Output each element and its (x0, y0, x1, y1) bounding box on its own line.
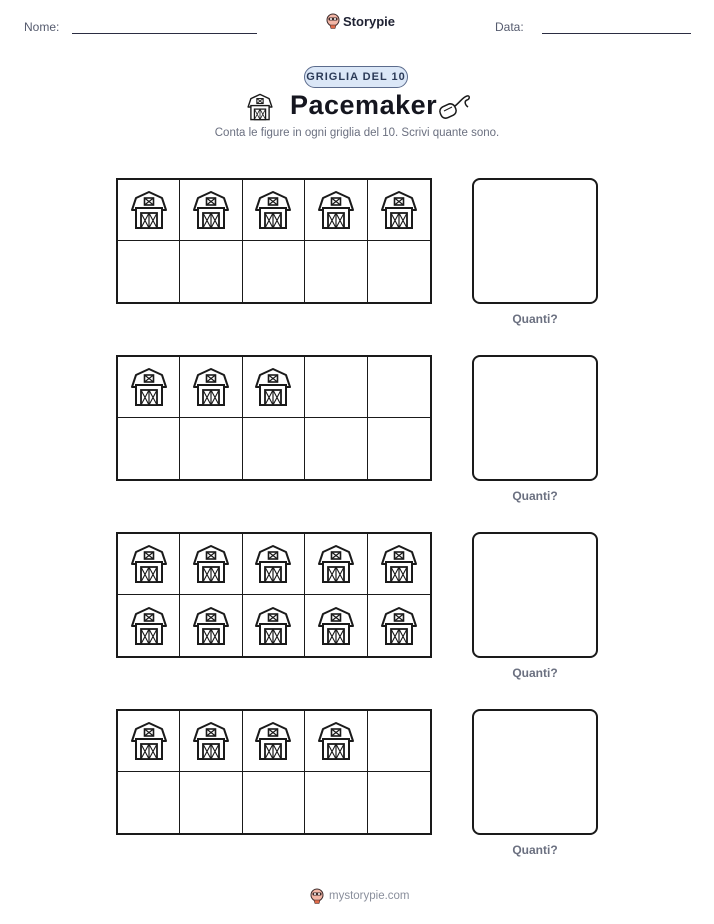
ten-frame-cell (243, 180, 305, 241)
barn-icon (379, 189, 419, 231)
answer-box[interactable] (472, 355, 598, 481)
answer-label: Quanti? (512, 489, 558, 503)
storypie-mascot-icon (309, 888, 325, 904)
ten-frame-cell (305, 595, 367, 656)
ten-frame-cell (118, 357, 180, 418)
ten-frame-cell (118, 534, 180, 595)
ten-frame (116, 532, 432, 658)
ten-frame (116, 355, 432, 481)
answer-box[interactable] (472, 178, 598, 304)
worksheet-instructions: Conta le figure in ogni griglia del 10. Scrivi quante sono. (214, 127, 500, 139)
ten-frame-cell (368, 418, 430, 479)
barn-icon (191, 543, 231, 585)
barn-icon (129, 543, 169, 585)
barn-icon (253, 366, 293, 408)
ten-frame-cell (118, 711, 180, 772)
ten-frame-cell (368, 357, 430, 418)
storypie-mascot-icon (326, 13, 340, 29)
ten-frame-cell (305, 180, 367, 241)
ten-frame (116, 178, 432, 304)
footer-site: mystorypie.com (329, 890, 410, 902)
ten-frame-cell (305, 241, 367, 302)
barn-icon (191, 720, 231, 762)
ten-frame-cell (243, 418, 305, 479)
answer-box[interactable] (472, 532, 598, 658)
barn-icon (129, 605, 169, 647)
barn-icon (316, 189, 356, 231)
ten-frame-cell (180, 595, 242, 656)
ten-frame-cell (180, 772, 242, 833)
footer (309, 888, 410, 904)
barn-icon (191, 366, 231, 408)
ten-frame-cell (243, 711, 305, 772)
barn-icon (379, 543, 419, 585)
ten-frame-cell (118, 180, 180, 241)
date-line (542, 33, 691, 34)
barn-icon (191, 189, 231, 231)
ten-frame-cell (118, 772, 180, 833)
brand-logo (326, 13, 395, 29)
barn-icon (191, 605, 231, 647)
ten-frame-cell (118, 241, 180, 302)
barn-icon (253, 720, 293, 762)
ten-frame-cell (243, 595, 305, 656)
ten-frame-cell (180, 711, 242, 772)
ten-frame-cell (118, 418, 180, 479)
worksheet-title: Pacemaker (290, 90, 438, 120)
worksheet-tag: GRIGLIA DEL 10 (304, 66, 408, 88)
barn-icon (253, 605, 293, 647)
ten-frame-cell (368, 595, 430, 656)
ten-frame-cell (180, 418, 242, 479)
ten-frame-cell (305, 711, 367, 772)
barn-icon (246, 92, 274, 122)
ten-frame-cell (180, 180, 242, 241)
barn-icon (129, 720, 169, 762)
name-line (72, 33, 257, 34)
ten-frame-cell (305, 534, 367, 595)
barn-icon (316, 543, 356, 585)
date-label: Data: (495, 20, 524, 34)
ten-frame (116, 709, 432, 835)
answer-label: Quanti? (512, 312, 558, 326)
ten-frame-cell (243, 241, 305, 302)
pacemaker-icon (438, 93, 472, 121)
ten-frame-cell (118, 595, 180, 656)
barn-icon (129, 366, 169, 408)
ten-frame-cell (305, 418, 367, 479)
ten-frame-cell (180, 357, 242, 418)
ten-frame-cell (305, 357, 367, 418)
ten-frame-cell (243, 357, 305, 418)
ten-frame-cell (368, 180, 430, 241)
barn-icon (129, 189, 169, 231)
brand-name: Storypie (343, 13, 396, 29)
ten-frame-cell (180, 534, 242, 595)
name-label: Nome: (24, 20, 60, 34)
barn-icon (316, 720, 356, 762)
ten-frame-cell (243, 534, 305, 595)
ten-frame-cell (368, 772, 430, 833)
barn-icon (316, 605, 356, 647)
ten-frame-cell (368, 534, 430, 595)
answer-label: Quanti? (512, 666, 558, 680)
barn-icon (379, 605, 419, 647)
answer-box[interactable] (472, 709, 598, 835)
barn-icon (253, 543, 293, 585)
ten-frame-cell (243, 772, 305, 833)
answer-label: Quanti? (512, 843, 558, 857)
ten-frame-cell (180, 241, 242, 302)
ten-frame-cell (305, 772, 367, 833)
ten-frame-cell (368, 241, 430, 302)
barn-icon (253, 189, 293, 231)
ten-frame-cell (368, 711, 430, 772)
